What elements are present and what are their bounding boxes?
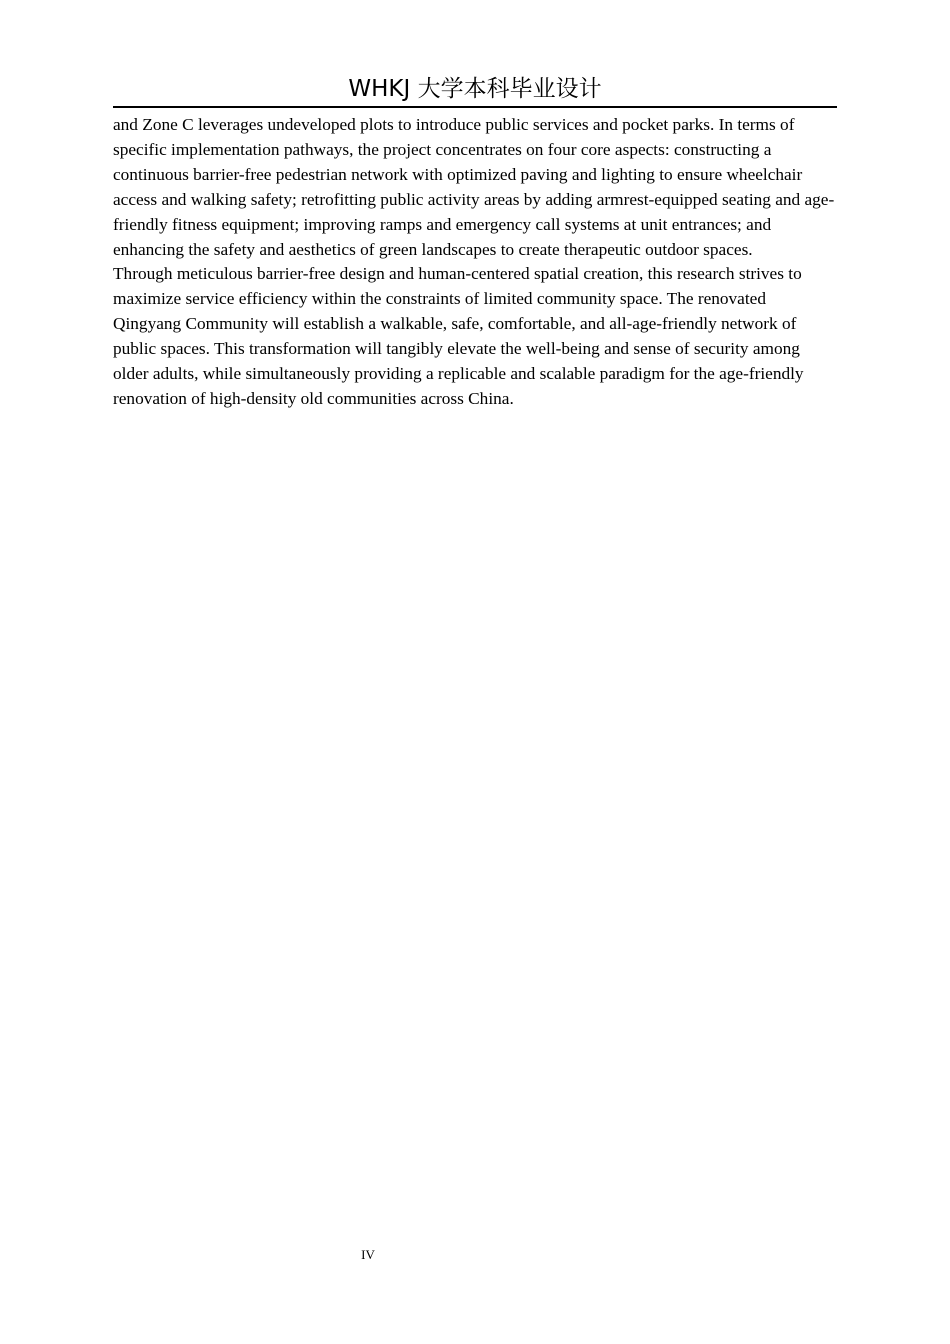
header-title: WHKJ 大学本科毕业设计 bbox=[348, 76, 602, 102]
paragraph-1: and Zone C leverages undeveloped plots to introduce public services and pocket parks. In terms of specific implementation pathways, the project concentrates on four core aspects: constructing a continuous barrier-free pedestrian network with optimized paving and lighting to ensure wheelchair access and walking safety; retrofitting public activity areas by adding armrest-equipped seating and age-friendly fitness equipment; improving ramps and emergency call systems at unit entrances; and enhancing the safety and aesthetics of green landscapes to create therapeutic outdoor spaces. bbox=[113, 115, 835, 259]
page-number: IV bbox=[361, 1247, 375, 1262]
page-header bbox=[113, 72, 837, 108]
paragraph-2: Through meticulous barrier-free design and human-centered spatial creation, this research strives to maximize service efficiency within the constraints of limited community space. The renovated Qingyang Community will establish a walkable, safe, comfortable, and all-age-friendly network of public spaces. This transformation will tangibly elevate the well-being and sense of security among older adults, while simultaneously providing a replicable and scalable paradigm for the age-friendly renovation of high-density old communities across China. bbox=[113, 264, 804, 408]
body-text bbox=[113, 113, 837, 412]
